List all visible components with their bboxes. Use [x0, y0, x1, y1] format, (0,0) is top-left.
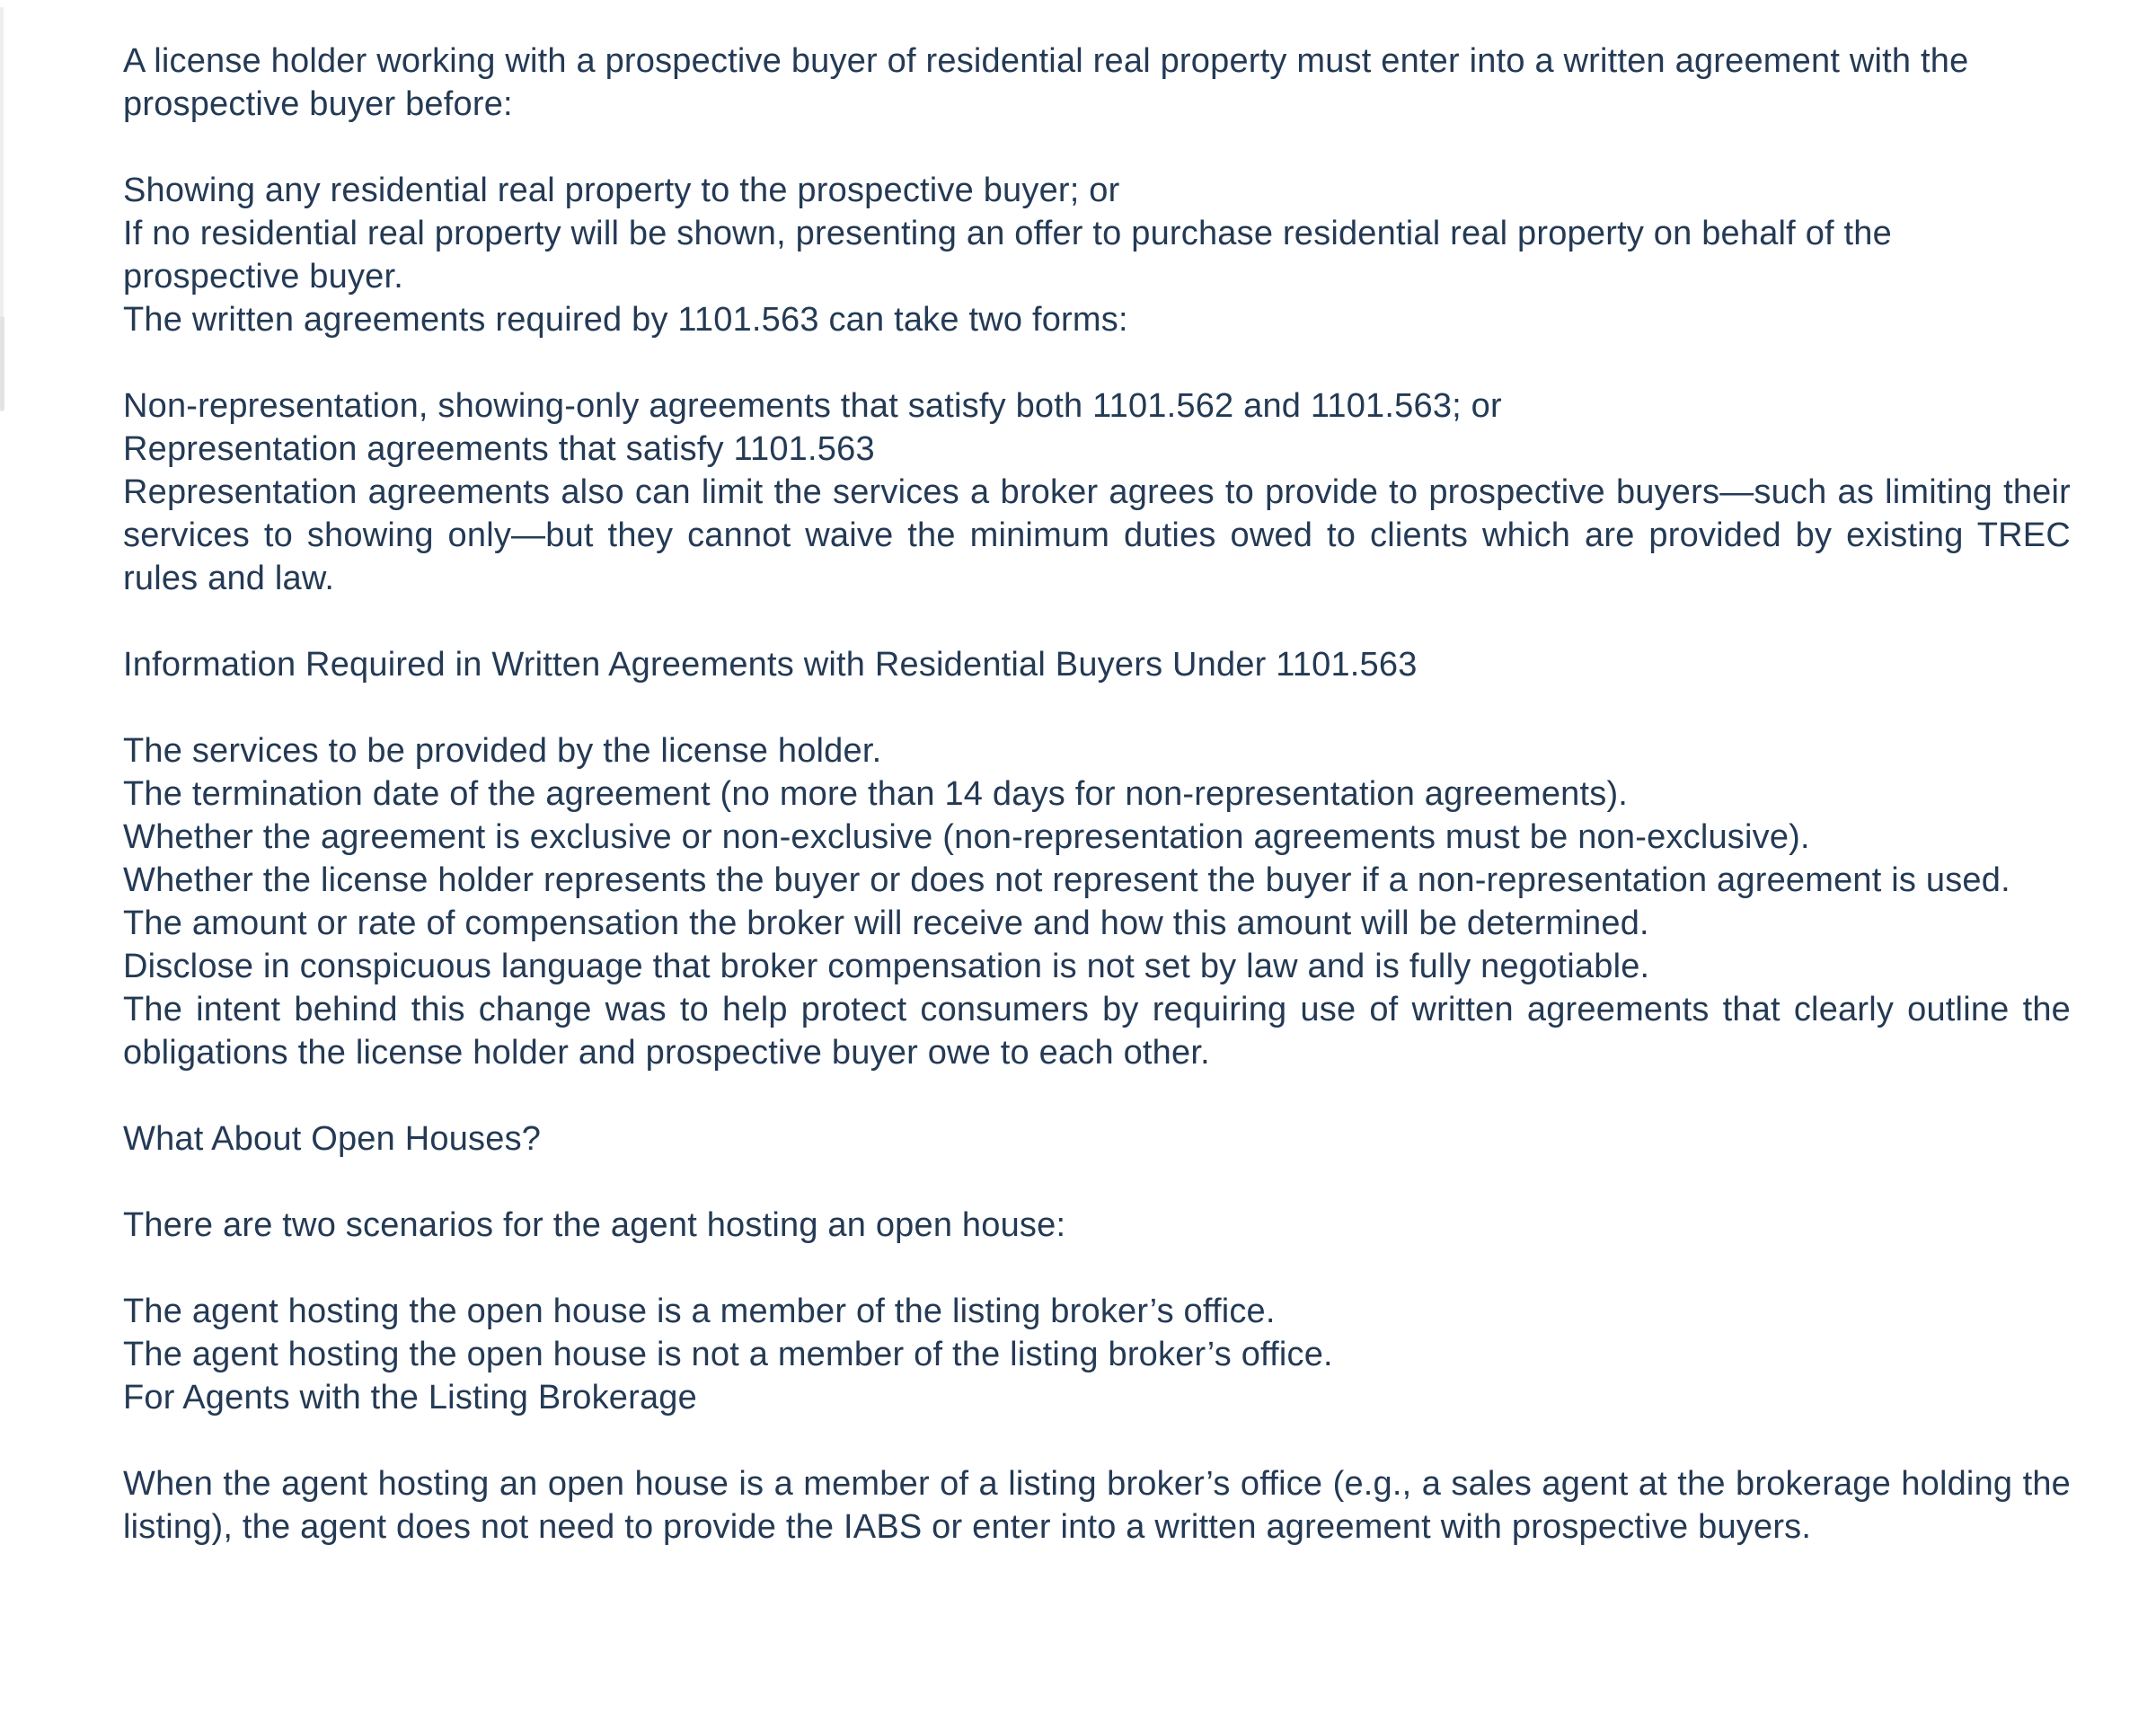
information-required-heading-block — [123, 643, 2071, 686]
open-houses-heading-block — [123, 1117, 2071, 1161]
agreement-forms-block — [123, 384, 2071, 600]
list-item: The termination date of the agreement (no more than 14 days for non-representation agreements). — [123, 775, 1629, 813]
list-item: Representation agreements that satisfy 1101.563 — [123, 430, 875, 468]
paragraph: A license holder working with a prospective buyer of residential real property must enter into a written agreement with the prospective buyer before: — [123, 42, 1969, 123]
list-item: The services to be provided by the license holder. — [123, 732, 882, 770]
section-heading: Information Required in Written Agreements with Residential Buyers Under 1101.563 — [123, 646, 1418, 684]
paragraph: There are two scenarios for the agent hosting an open house: — [123, 1206, 1066, 1244]
section-heading: What About Open Houses? — [123, 1120, 542, 1158]
paragraph: Representation agreements also can limit the services a broker agrees to provide to prospective buyers—such as limiting their services to showing only—but they cannot waive the minimum duties owed to clients which are provided by existing TREC rules and law. — [123, 473, 2071, 597]
list-item: Non-representation, showing-only agreements that satisfy both 1101.562 and 1101.563; or — [123, 387, 1502, 425]
list-item: If no residential real property will be shown, presenting an offer to purchase residential real property on behalf of the prospective buyer. — [123, 215, 1892, 296]
list-item: Whether the license holder represents the buyer or does not represent the buyer if a non-representation agreement is used. — [123, 861, 2010, 899]
listing-brokerage-paragraph-block — [123, 1462, 2071, 1549]
intro-paragraph-block — [123, 40, 2071, 126]
list-item: Whether the agreement is exclusive or non-exclusive (non-representation agreements must be non-exclusive). — [123, 818, 1810, 856]
left-edge-scroll-remnant — [0, 316, 4, 410]
paragraph: The written agreements required by 1101.563 can take two forms: — [123, 301, 1128, 339]
paragraph: The intent behind this change was to help protect consumers by requiring use of written agreements that clearly outline the obligations the license holder and prospective buyer owe to each other. — [123, 991, 2071, 1072]
list-item: The agent hosting the open house is not a member of the listing broker’s office. — [123, 1336, 1333, 1373]
list-item: Disclose in conspicuous language that broker compensation is not set by law and is fully negotiable. — [123, 948, 1650, 985]
list-item: The amount or rate of compensation the broker will receive and how this amount will be determined. — [123, 905, 1649, 942]
written-agreement-conditions-block — [123, 169, 2071, 341]
required-information-list-block — [123, 729, 2071, 1074]
open-house-scenarios-intro-block — [123, 1204, 2071, 1247]
paragraph: When the agent hosting an open house is a member of a listing broker’s office (e.g., a sales agent at the brokerage holding the listing), the agent does not need to provide the IABS or enter into a written agreement with prospective buyers. — [123, 1465, 2071, 1546]
sub-heading: For Agents with the Listing Brokerage — [123, 1379, 697, 1417]
list-item: The agent hosting the open house is a member of the listing broker’s office. — [123, 1293, 1276, 1330]
list-item: Showing any residential real property to the prospective buyer; or — [123, 172, 1120, 209]
document-body — [123, 40, 2071, 1592]
open-house-scenarios-list-block — [123, 1290, 2071, 1419]
